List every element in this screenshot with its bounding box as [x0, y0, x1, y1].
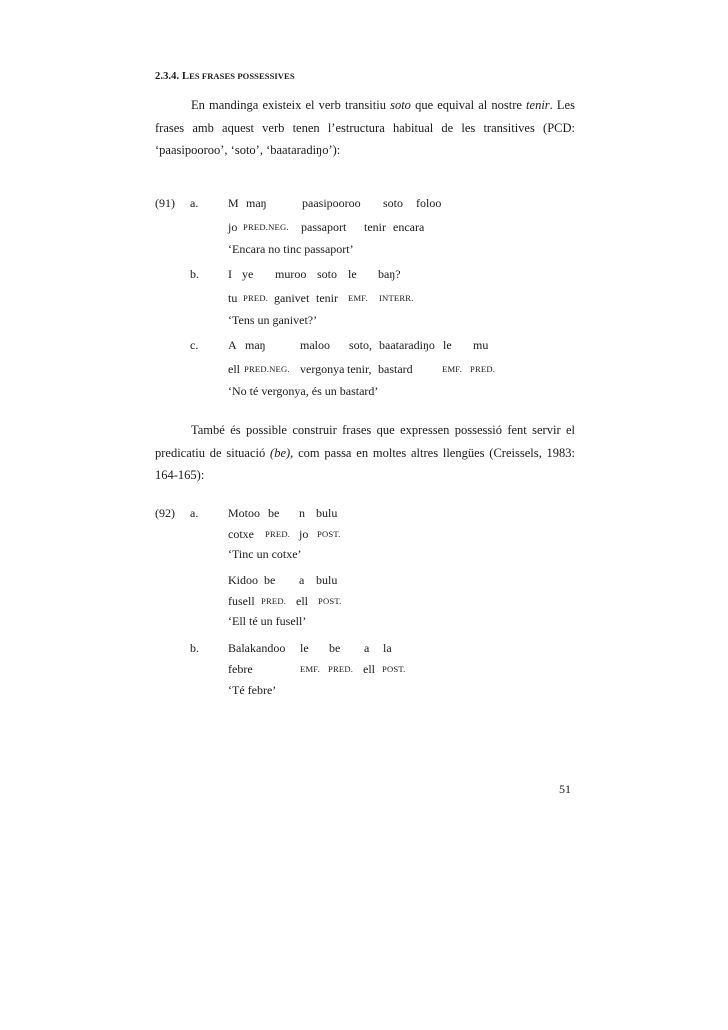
gloss-abbrev: POST.: [317, 529, 341, 539]
page-number: 51: [559, 782, 571, 796]
gloss-word: le: [300, 641, 309, 655]
gloss-word: febre: [228, 662, 253, 676]
gloss-word: be: [264, 573, 276, 587]
gloss-word: ye: [242, 267, 254, 281]
section-title-initial: L: [181, 71, 190, 82]
gloss-abbrev: EMF.: [442, 364, 462, 374]
gloss-word: jo: [228, 220, 238, 234]
gloss-word: soto: [383, 196, 404, 210]
gloss-word: soto: [317, 267, 338, 281]
gloss-translation: ‘Ell té un fusell’: [228, 614, 307, 628]
gloss-translation: ‘Tens un ganivet?’: [228, 313, 318, 327]
gloss-word: vergonya: [300, 362, 345, 376]
gloss-word: encara: [393, 220, 425, 234]
example-label-91a: a.: [190, 196, 199, 210]
gloss-abbrev: PRED.: [470, 364, 496, 374]
gloss-translation: ‘Encara no tinc passaport’: [228, 242, 354, 256]
gloss-abbrev: POST.: [382, 664, 406, 674]
gloss-word: baataradiŋo: [379, 338, 435, 352]
example-label-92a: a.: [190, 506, 199, 520]
gloss-word: fusell: [228, 594, 255, 608]
gloss-abbrev: PRED.: [261, 596, 287, 606]
gloss-abbrev: EMF.: [348, 293, 368, 303]
gloss-word: A: [228, 338, 237, 352]
gloss-word: tenir,: [347, 362, 372, 376]
gloss-word: passaport: [301, 220, 347, 234]
gloss-word: foloo: [416, 196, 442, 210]
paragraph-2: També és possible construir frases que expressen possessió fent servir el predicatiu de situació (be), com passa en moltes altres llengües (Creissels, 1983: 164-165):: [155, 423, 575, 482]
gloss-abbrev: INTERR.: [379, 293, 414, 303]
gloss-word: a: [299, 573, 305, 587]
gloss-word: cotxe: [228, 527, 254, 541]
term-be: (be): [270, 445, 291, 460]
paragraph-1: En mandinga existeix el verb transitiu soto que equival al nostre tenir. Les frases amb aquest verb tenen l’estructura habitual de les transitives (PCD: ‘paasipooroo’, ‘soto’, ‘baataradiŋo’):: [155, 98, 575, 157]
example-label-91c: c.: [190, 338, 199, 352]
gloss-word: mu: [473, 338, 489, 352]
gloss-abbrev: PRED.NEG.: [243, 222, 289, 232]
gloss-word: ganivet: [274, 291, 310, 305]
term-soto: soto: [390, 98, 411, 112]
gloss-word: baŋ?: [378, 267, 401, 281]
gloss-word: tenir: [364, 220, 386, 234]
example-number-91: (91): [155, 196, 175, 210]
example-label-92b: b.: [190, 641, 199, 655]
gloss-word: M: [228, 196, 239, 210]
gloss-word: la: [383, 641, 392, 655]
example-number-92: (92): [155, 506, 175, 520]
gloss-abbrev: POST.: [318, 596, 342, 606]
gloss-abbrev: PRED.: [243, 293, 269, 303]
gloss-word: muroo: [275, 267, 307, 281]
gloss-word: bulu: [316, 573, 338, 587]
gloss-word: ell: [296, 594, 308, 608]
gloss-word: le: [348, 267, 357, 281]
gloss-word: bulu: [316, 506, 338, 520]
example-label-91b: b.: [190, 267, 199, 281]
gloss-word: le: [443, 338, 452, 352]
gloss-word: paasipooroo: [302, 196, 361, 210]
section-heading: [155, 71, 295, 82]
gloss-translation: ‘No té vergonya, és un bastard’: [228, 384, 379, 398]
gloss-word: n: [299, 506, 305, 520]
gloss-word: maŋ: [246, 196, 267, 210]
gloss-word: tenir: [316, 291, 338, 305]
gloss-abbrev: PRED.: [265, 529, 291, 539]
gloss-word: bastard: [378, 362, 413, 376]
gloss-word: maloo: [300, 338, 330, 352]
gloss-word: be: [329, 641, 341, 655]
gloss-word: be: [268, 506, 280, 520]
gloss-word: a: [364, 641, 370, 655]
gloss-word: ell: [228, 362, 240, 376]
gloss-word: soto,: [349, 338, 373, 352]
gloss-word: maŋ: [245, 338, 266, 352]
gloss-word: Motoo: [228, 506, 261, 520]
term-tenir: tenir: [526, 98, 550, 112]
gloss-word: ell: [363, 662, 375, 676]
gloss-word: Kidoo: [228, 573, 258, 587]
section-number: 2.3.4.: [155, 71, 180, 82]
gloss-abbrev: PRED.NEG.: [244, 364, 290, 374]
gloss-translation: ‘Tinc un cotxe’: [228, 547, 302, 561]
gloss-abbrev: PRED.: [328, 664, 354, 674]
gloss-word: Balakandoo: [228, 641, 286, 655]
gloss-word: tu: [228, 291, 238, 305]
gloss-abbrev: EMF.: [300, 664, 320, 674]
section-title-rest: ES FRASES POSSESSIVES: [189, 71, 295, 81]
gloss-word: jo: [299, 527, 309, 541]
gloss-translation: ‘Té febre’: [228, 683, 277, 697]
gloss-word: I: [228, 267, 232, 281]
